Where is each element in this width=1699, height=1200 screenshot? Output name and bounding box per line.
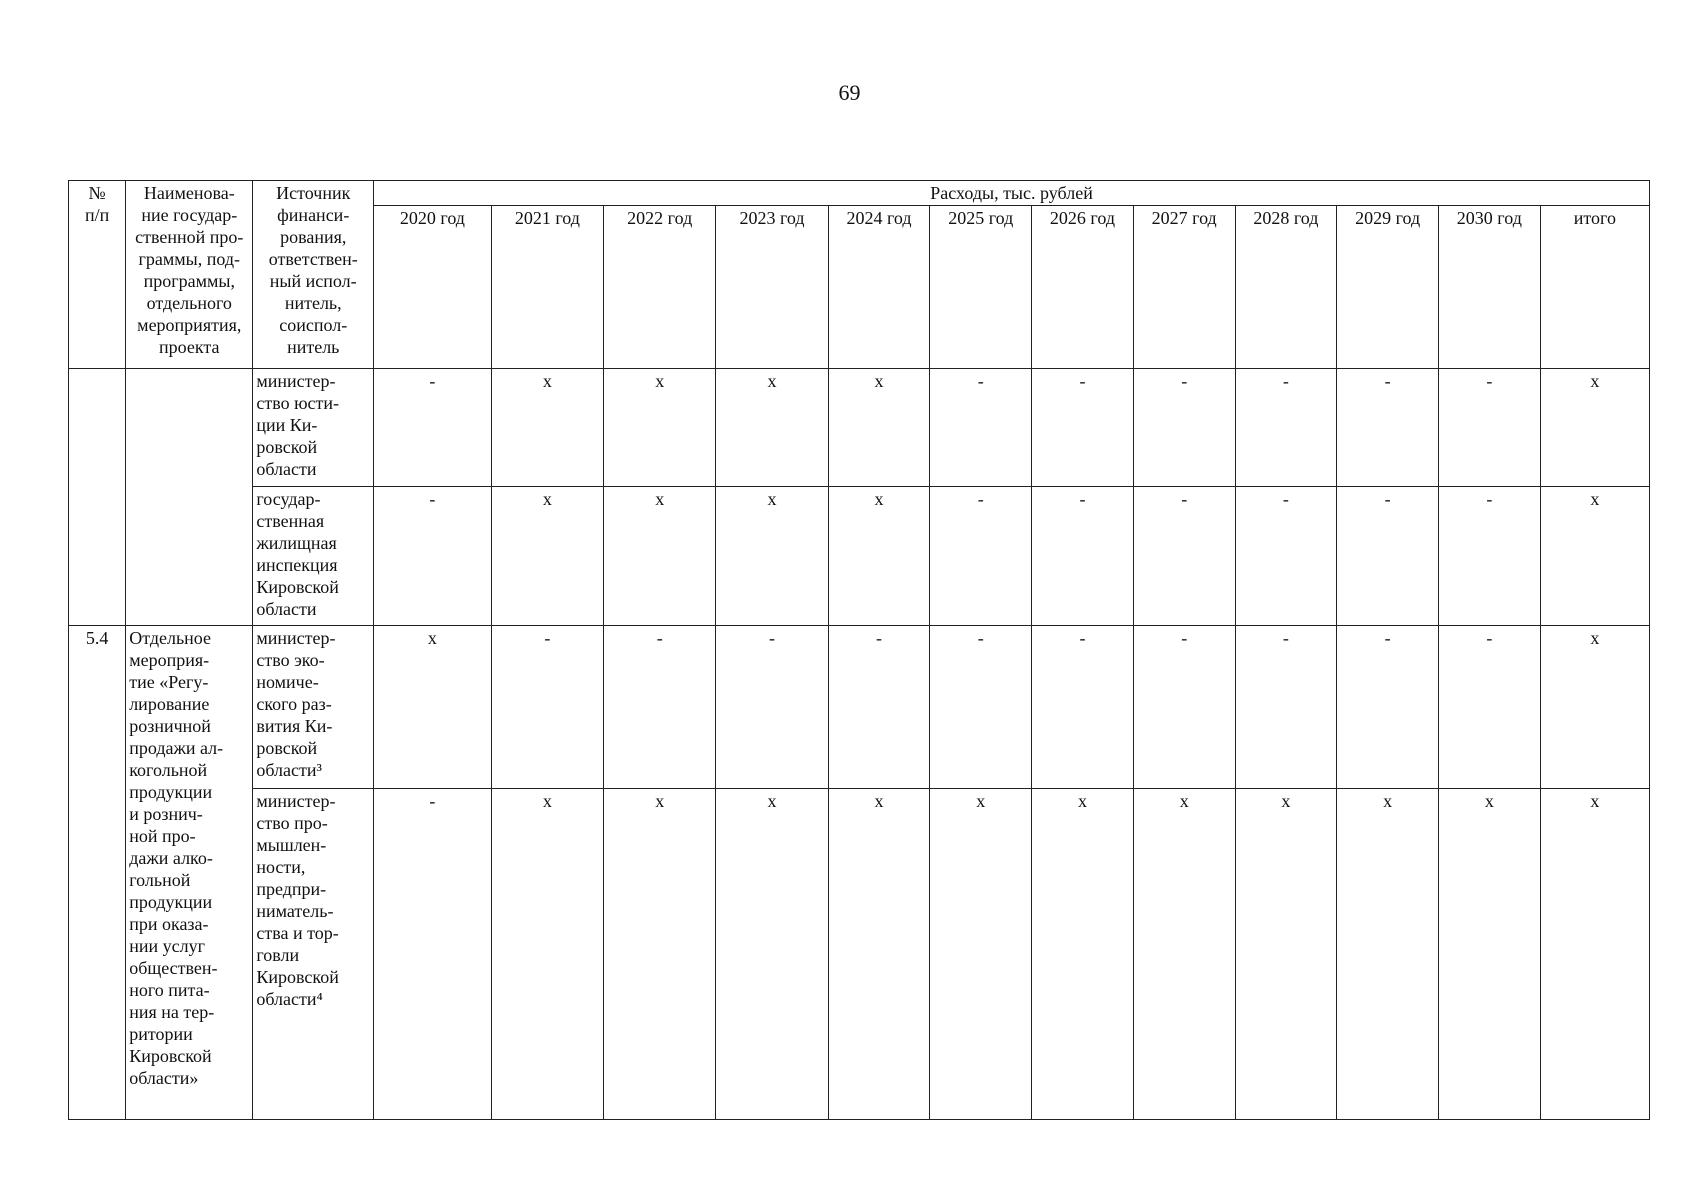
value-cell: -: [491, 626, 603, 789]
value-cell: x: [716, 789, 828, 1120]
value-cell: -: [604, 626, 716, 789]
row-source-label: министер- ство юсти- ции Ки- ровской области: [256, 371, 340, 479]
year-header: 2024 год: [828, 206, 930, 369]
value-cell: x: [716, 369, 828, 487]
value-cell: x: [491, 789, 603, 1120]
row-num-cell: [69, 369, 126, 626]
year-header: 2027 год: [1133, 206, 1235, 369]
header-expenses-title: Расходы, тыс. рублей: [374, 181, 1650, 206]
row-source-label: министер- ство про- мышлен- ности, предпри- ниматель- ства и тор- говли Кировской области⁴: [256, 791, 339, 1009]
value-cell: -: [374, 369, 492, 487]
value-cell: -: [1235, 369, 1337, 487]
value-cell: x: [1337, 789, 1439, 1120]
table-row: [69, 369, 1650, 487]
value-cell: -: [716, 626, 828, 789]
year-header: 2023 год: [716, 206, 828, 369]
value-cell: x: [604, 789, 716, 1120]
value-cell: -: [1438, 626, 1540, 789]
total-header: итого: [1540, 206, 1649, 369]
table-row: [69, 626, 1650, 789]
header-num-cell: [69, 181, 126, 369]
value-cell: -: [930, 487, 1032, 626]
header-num-label: № п/п: [84, 183, 110, 225]
value-cell: x: [491, 487, 603, 626]
row-source-cell: [253, 487, 374, 626]
total-cell: x: [1540, 789, 1649, 1120]
value-cell: x: [604, 369, 716, 487]
value-cell: -: [930, 626, 1032, 789]
value-cell: x: [828, 789, 930, 1120]
value-cell: x: [604, 487, 716, 626]
value-cell: x: [828, 487, 930, 626]
value-cell: -: [374, 487, 492, 626]
year-header: 2021 год: [491, 206, 603, 369]
row-name-label: Отдельное мероприя- тие «Регу- лирование розничной продажи ал- когольной продукции и рознич- ной про- дажи алко- гольной продукции при оказа- нии услуг обществен- ного пита- ния на тер- ритории Кировской области»: [129, 628, 224, 1088]
value-cell: x: [1438, 789, 1540, 1120]
year-header: 2029 год: [1337, 206, 1439, 369]
value-cell: -: [1337, 487, 1439, 626]
row-source-cell: [253, 789, 374, 1120]
value-cell: -: [1337, 369, 1439, 487]
row-source-cell: [253, 369, 374, 487]
value-cell: x: [491, 369, 603, 487]
table-row: [69, 487, 1650, 626]
value-cell: x: [828, 369, 930, 487]
row-name-cell: [126, 626, 253, 1120]
header-name-label: Наименова- ние государ- ственной про- граммы, под- программы, отдельного мероприятия, проекта: [135, 183, 244, 357]
value-cell: -: [1032, 487, 1134, 626]
value-cell: x: [374, 626, 492, 789]
total-cell: x: [1540, 626, 1649, 789]
total-cell: x: [1540, 369, 1649, 487]
row-source-label: государ- ственная жилищная инспекция Кировской области: [256, 489, 339, 619]
value-cell: -: [1438, 487, 1540, 626]
value-cell: -: [930, 369, 1032, 487]
row-num-cell: 5.4: [69, 626, 126, 1120]
table-row: [69, 789, 1650, 1120]
budget-table: [68, 180, 1650, 1120]
page-number: 69: [838, 80, 861, 105]
year-header: 2026 год: [1032, 206, 1134, 369]
row-source-label: министер- ство эко- номиче- ского раз- вития Ки- ровской области³: [256, 628, 336, 780]
value-cell: -: [374, 789, 492, 1120]
value-cell: -: [1133, 369, 1235, 487]
total-cell: x: [1540, 487, 1649, 626]
year-header: 2022 год: [604, 206, 716, 369]
value-cell: -: [1133, 487, 1235, 626]
value-cell: -: [1438, 369, 1540, 487]
row-name-cell: [126, 369, 253, 626]
value-cell: x: [1235, 789, 1337, 1120]
value-cell: x: [1032, 789, 1134, 1120]
header-source-label: Источник финанси- рования, ответствен- ный испол- нитель, соиспол- нитель: [268, 183, 358, 357]
header-name-cell: [126, 181, 253, 369]
value-cell: -: [828, 626, 930, 789]
value-cell: x: [716, 487, 828, 626]
value-cell: -: [1235, 626, 1337, 789]
value-cell: -: [1032, 369, 1134, 487]
year-header: 2025 год: [930, 206, 1032, 369]
header-row-1: [69, 181, 1650, 206]
row-source-cell: [253, 626, 374, 789]
value-cell: -: [1133, 626, 1235, 789]
year-header: 2030 год: [1438, 206, 1540, 369]
header-source-cell: [253, 181, 374, 369]
value-cell: -: [1337, 626, 1439, 789]
value-cell: -: [1032, 626, 1134, 789]
value-cell: x: [1133, 789, 1235, 1120]
year-header: 2020 год: [374, 206, 492, 369]
value-cell: x: [930, 789, 1032, 1120]
value-cell: -: [1235, 487, 1337, 626]
year-header: 2028 год: [1235, 206, 1337, 369]
